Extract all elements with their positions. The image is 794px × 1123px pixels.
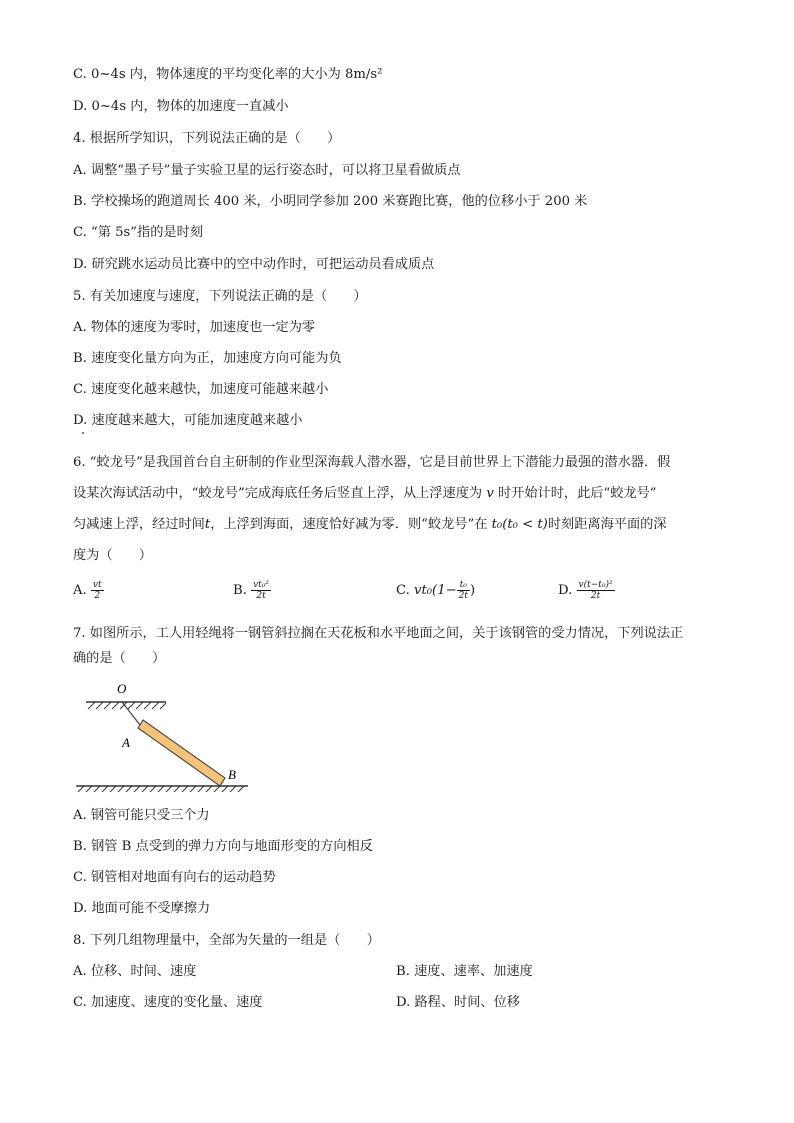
q7-option-b: B. 钢管 B 点受到的弹力方向与地面形变的方向相反 xyxy=(73,839,373,854)
q5-option-d: D. 速度越来越大，可能加速度越来越小 xyxy=(73,413,303,428)
steel-rod xyxy=(138,720,225,786)
q4-option-b: B. 学校操场的跑道周长 400 米，小明同学参加 200 米赛跑比赛，他的位移小于 200 米 xyxy=(73,194,588,209)
numerator: v(t−t₀)² xyxy=(578,580,613,590)
q6-text: ，上浮到海面，速度恰好减为零．则“蛟龙号”在 xyxy=(210,517,488,532)
stray-dot xyxy=(82,432,84,434)
fraction xyxy=(91,580,104,601)
q3-option-d: D. 0~4s 内，物体的加速度一直减小 xyxy=(73,99,289,114)
q6-text: 时开始计时，此后“蛟龙号” xyxy=(497,486,657,501)
label-o: O xyxy=(117,681,127,696)
q8-option-c: C. 加速度、速度的变化量、速度 xyxy=(73,995,263,1010)
numerator: vt xyxy=(92,580,102,590)
q6-stem-line-2 xyxy=(73,485,657,503)
q6-option-c xyxy=(396,580,475,601)
q4-stem: 4. 根据所学知识，下列说法正确的是（ ） xyxy=(73,131,341,146)
denominator: 2t xyxy=(458,591,468,601)
q4-option-c: C. “第 5s”指的是时刻 xyxy=(73,225,203,240)
q5-stem: 5. 有关加速度与速度，下列说法正确的是（ ） xyxy=(73,289,367,304)
q6-text: 匀减速上浮，经过时间 xyxy=(73,517,205,532)
fraction xyxy=(577,580,615,601)
q8-stem: 8. 下列几组物理量中，全部为矢量的一组是（ ） xyxy=(73,933,380,948)
q8-option-a: A. 位移、时间、速度 xyxy=(73,964,197,979)
denominator: 2t xyxy=(590,591,601,601)
numerator: vt₀² xyxy=(253,580,270,590)
expr-suffix: ) xyxy=(469,583,476,598)
fraction xyxy=(457,580,470,601)
ground xyxy=(76,786,248,792)
q6-stem-line-1: 6. “蛟龙号”是我国首台自主研制的作业型深海载人潜水器，它是目前世界上下潜能力最强的潜水器．假 xyxy=(73,455,671,470)
q7-stem-line-1: 7. 如图所示，工人用轻绳将一钢管斜拉搁在天花板和水平地面之间，关于该钢管的受力情况，下列说法正 xyxy=(73,626,684,641)
label-a: A xyxy=(122,735,130,750)
label-b: B xyxy=(228,767,236,782)
q6-stem-line-4: 度为（ ） xyxy=(73,548,153,563)
q8-option-b: B. 速度、速率、加速度 xyxy=(396,964,533,979)
q8-option-d: D. 路程、时间、位移 xyxy=(396,995,520,1010)
q3-option-c: C. 0~4s 内，物体速度的平均变化率的大小为 8m/s² xyxy=(73,67,383,82)
q7-option-a: A. 钢管可能只受三个力 xyxy=(73,808,210,823)
q6-option-b xyxy=(233,580,271,601)
q5-option-a: A. 物体的速度为零时，加速度也一定为零 xyxy=(73,320,316,335)
q6-var-t: t xyxy=(204,517,211,532)
q5-option-b: B. 速度变化量方向为正，加速度方向可能为负 xyxy=(73,351,342,366)
q6-stem-line-3 xyxy=(73,516,667,534)
q4-option-a: A. 调整“墨子号”量子实验卫星的运行姿态时，可以将卫星看做质点 xyxy=(73,163,461,178)
numerator: t₀ xyxy=(457,580,470,591)
q7-option-d: D. 地面可能不受摩擦力 xyxy=(73,901,211,916)
q5-option-c: C. 速度变化越来越快，加速度可能越来越小 xyxy=(73,382,329,397)
q7-stem-line-2: 确的是（ ） xyxy=(73,651,166,666)
fraction xyxy=(251,580,271,601)
rod-figure xyxy=(72,680,262,792)
denominator: 2t xyxy=(256,591,266,601)
q6-var-t0: t₀(t₀ < t) xyxy=(491,517,548,532)
q7-option-c: C. 钢管相对地面有向右的运动趋势 xyxy=(73,870,276,885)
q6-var-v: v xyxy=(486,486,494,501)
q6-option-a xyxy=(73,580,104,601)
option-label: B. xyxy=(233,583,247,598)
q6-text: 设某次海试活动中，“蛟龙号”完成海底任务后竖直上浮，从上浮速度为 xyxy=(73,486,483,501)
q4-option-d: D. 研究跳水运动员比赛中的空中动作时，可把运动员看成质点 xyxy=(73,257,435,272)
q6-text: 时刻距离海平面的深 xyxy=(547,517,667,532)
expr-prefix: vt₀(1− xyxy=(414,583,457,598)
denominator: 2 xyxy=(94,591,101,601)
option-label: D. xyxy=(558,583,573,598)
option-label: C. xyxy=(396,583,410,598)
q6-option-d xyxy=(558,580,615,601)
option-label: A. xyxy=(73,583,87,598)
